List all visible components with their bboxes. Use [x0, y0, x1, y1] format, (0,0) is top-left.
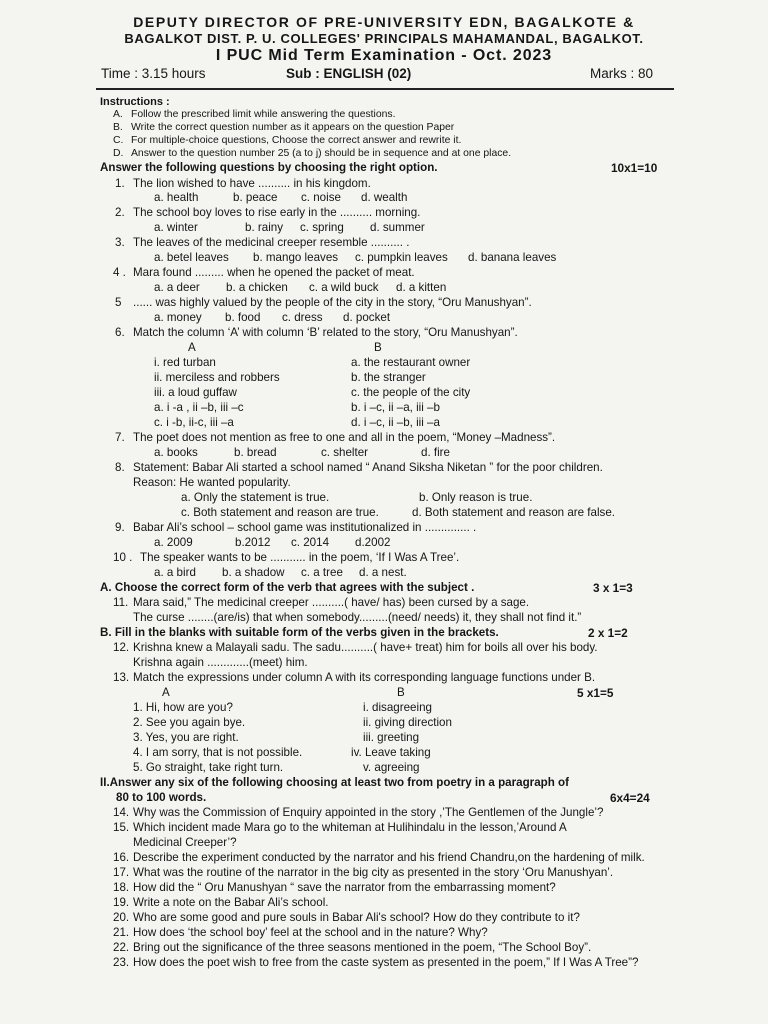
question-text: Statement: Babar Ali started a school named “ Anand Siksha Niketan ” for the poor children. [133, 461, 603, 474]
subject-label: Sub : ENGLISH (02) [286, 66, 412, 81]
option: d. wealth [361, 191, 408, 204]
option: a. 2009 [154, 536, 193, 549]
option: b. mango leaves [253, 251, 339, 264]
option: c. Both statement and reason are true. [181, 506, 379, 519]
question-number: 8. [115, 461, 125, 474]
header-divider [96, 88, 674, 90]
question-text: Match the column ‘A’ with column ‘B’ related to the story, “Oru Manushyan”. [133, 326, 518, 339]
section-marks: 10x1=10 [611, 161, 658, 175]
option: c. dress [282, 311, 323, 324]
match-left: iii. a loud guffaw [154, 386, 237, 399]
question-text: Match the expressions under column A with its corresponding language functions under B. [133, 671, 596, 684]
question-text: The poet does not mention as free to one and all in the poem, “Money –Madness”. [133, 431, 556, 444]
match-left: 3. Yes, you are right. [133, 731, 239, 744]
column-b-label: B [374, 341, 382, 354]
question-text: Medicinal Creeper’? [133, 836, 237, 849]
question-text: ...... was highly valued by the people of the city in the story, “Oru Manushyan”. [133, 296, 532, 309]
match-right: c. the people of the city [351, 386, 471, 399]
option: b. rainy [245, 221, 284, 234]
question-number: 23. [113, 956, 130, 969]
instruction-label: B. [113, 122, 123, 133]
header-line-1: DEPUTY DIRECTOR OF PRE-UNIVERSITY EDN, BAGALKOTE & [133, 14, 635, 30]
instruction-text: Answer to the question number 25 (a to j) should be in sequence and at one place. [131, 148, 512, 159]
question-text: The curse ........(are/is) that when somebody.........(need/ needs) it, they shall not find it.” [133, 611, 582, 624]
option: a. Only the statement is true. [181, 491, 330, 504]
question-text: How does ‘the school boy’ feel at the school and in the nature? Why? [133, 926, 488, 939]
option: a. money [154, 311, 202, 324]
option: c. spring [300, 221, 344, 234]
question-number: 19. [113, 896, 130, 909]
option: d. banana leaves [468, 251, 557, 264]
instruction-text: Write the correct question number as it appears on the question Paper [131, 122, 455, 133]
option: c. noise [301, 191, 341, 204]
question-text: Describe the experiment conducted by the narrator and his friend Chandru,on the hardening of milk. [133, 851, 645, 864]
match-right: i. disagreeing [363, 701, 432, 714]
section-heading: A. Choose the correct form of the verb that agrees with the subject . [100, 581, 475, 594]
question-number: 13. [113, 671, 130, 684]
option: b. peace [233, 191, 278, 204]
column-b-label: B [397, 686, 405, 699]
option: a. winter [154, 221, 198, 234]
question-marks: 5 x1=5 [577, 686, 614, 700]
option: d. a kitten [396, 281, 447, 294]
option: a. a bird [154, 566, 196, 579]
section-heading: B. Fill in the blanks with suitable form of the verbs given in the brackets. [100, 626, 499, 639]
question-text: Krishna knew a Malayali sadu. The sadu..........( have+ treat) him for boils all over his body. [133, 641, 598, 654]
match-left: 4. I am sorry, that is not possible. [133, 746, 303, 759]
question-number: 3. [115, 236, 125, 249]
option: d. summer [370, 221, 425, 234]
option: d. a nest. [359, 566, 407, 579]
option: d. Both statement and reason are false. [412, 506, 616, 519]
option: a. health [154, 191, 199, 204]
question-text: Mara said,” The medicinal creeper ..........( have/ has) been cursed by a sage. [133, 596, 530, 609]
column-a-label: A [188, 341, 196, 354]
question-number: 11. [113, 596, 129, 609]
option: b. a shadow [222, 566, 285, 579]
instruction-text: Follow the prescribed limit while answering the questions. [131, 109, 396, 120]
match-right: v. agreeing [363, 761, 420, 774]
option: c. shelter [321, 446, 369, 459]
question-number: 5 [115, 296, 122, 309]
question-number: 2. [115, 206, 125, 219]
option: b.2012 [235, 536, 271, 549]
question-number: 1. [115, 177, 125, 190]
question-number: 4 . [113, 266, 126, 279]
question-number: 10 . [113, 551, 133, 564]
option: d. pocket [343, 311, 391, 324]
question-text: Krishna again .............(meet) him. [133, 656, 308, 669]
option: a. i -a , ii –b, iii –c [154, 401, 244, 414]
question-text: Babar Ali’s school – school game was institutionalized in .............. . [133, 521, 477, 534]
match-left: ii. merciless and robbers [154, 371, 280, 384]
option: b. i –c, ii –a, iii –b [351, 401, 440, 414]
question-number: 16. [113, 851, 130, 864]
column-a-label: A [162, 686, 170, 699]
question-text: Why was the Commission of Enquiry appointed in the story ,’The Gentlemen of the Jungle’? [133, 806, 604, 819]
question-number: 18. [113, 881, 130, 894]
question-text: What was the routine of the narrator in the big city as presented in the story ‘Oru Manushyan’. [133, 866, 614, 879]
match-right: iv. Leave taking [351, 746, 431, 759]
option: c. a wild buck [309, 281, 379, 294]
option: c. i -b, ii-c, iii –a [154, 416, 234, 429]
section-heading: II.Answer any six of the following choosing at least two from poetry in a paragraph of [100, 776, 569, 789]
section-marks: 3 x 1=3 [593, 581, 633, 595]
match-left: 2. See you again bye. [133, 716, 246, 729]
instruction-label: A. [113, 109, 123, 120]
option: a. a deer [154, 281, 200, 294]
question-number: 12. [113, 641, 130, 654]
option: d. fire [421, 446, 450, 459]
section-heading: Answer the following questions by choosing the right option. [100, 161, 438, 174]
header-line-2: BAGALKOT DIST. P. U. COLLEGES' PRINCIPALS MAHAMANDAL, BAGALKOT. [124, 31, 644, 46]
question-number: 15. [113, 821, 130, 834]
question-number: 17. [113, 866, 130, 879]
section-marks: 6x4=24 [610, 791, 650, 805]
instructions-title: Instructions : [100, 96, 170, 108]
question-number: 14. [113, 806, 130, 819]
reason-text: Reason: He wanted popularity. [133, 476, 291, 489]
question-text: Bring out the significance of the three seasons mentioned in the poem, “The School Boy”. [133, 941, 592, 954]
question-text: The lion wished to have .......... in his kingdom. [133, 177, 371, 190]
option: b. food [225, 311, 261, 324]
exam-title: I PUC Mid Term Examination - Oct. 2023 [215, 47, 553, 64]
question-text: Which incident made Mara go to the whiteman at Hulihindalu in the lesson,’Around A [133, 821, 567, 834]
match-right: ii. giving direction [363, 716, 452, 729]
match-right: a. the restaurant owner [351, 356, 471, 369]
question-number: 21. [113, 926, 130, 939]
match-left: 1. Hi, how are you? [133, 701, 233, 714]
question-text: The leaves of the medicinal creeper resemble .......... . [133, 236, 410, 249]
match-right: iii. greeting [363, 731, 420, 744]
option: b. a chicken [226, 281, 288, 294]
option: c. a tree [301, 566, 343, 579]
question-number: 20. [113, 911, 130, 924]
option: d.2002 [355, 536, 391, 549]
question-number: 9. [115, 521, 125, 534]
question-text: How does the poet wish to free from the caste system as presented in the poem,” If I Was A Tree”? [133, 956, 639, 969]
option: b. Only reason is true. [419, 491, 533, 504]
question-text: Who are some good and pure souls in Babar Ali's school? How do they contribute to it? [133, 911, 580, 924]
marks-label: Marks : 80 [590, 66, 654, 81]
option: a. betel leaves [154, 251, 229, 264]
instruction-text: For multiple-choice questions, Choose the correct answer and rewrite it. [131, 135, 462, 146]
question-text: Write a note on the Babar Ali’s school. [133, 896, 329, 909]
time-label: Time : 3.15 hours [101, 66, 206, 81]
option: a. books [154, 446, 198, 459]
match-left: i. red turban [154, 356, 216, 369]
match-left: 5. Go straight, take right turn. [133, 761, 284, 774]
question-text: How did the “ Oru Manushyan “ save the narrator from the embarrassing moment? [133, 881, 556, 894]
section-heading: 80 to 100 words. [116, 791, 207, 804]
section-marks: 2 x 1=2 [588, 626, 628, 640]
question-number: 22. [113, 941, 130, 954]
question-number: 6. [115, 326, 125, 339]
option: d. i –c, ii –b, iii –a [351, 416, 440, 429]
question-text: The speaker wants to be ........... in the poem, ‘If I Was A Tree’. [140, 551, 460, 564]
question-text: The school boy loves to rise early in the .......... morning. [133, 206, 421, 219]
instruction-label: C. [113, 135, 124, 146]
question-text: Mara found ......... when he opened the packet of meat. [133, 266, 415, 279]
question-number: 7. [115, 431, 125, 444]
instruction-label: D. [113, 148, 124, 159]
option: c. 2014 [291, 536, 330, 549]
option: b. bread [234, 446, 277, 459]
match-right: b. the stranger [351, 371, 426, 384]
option: c. pumpkin leaves [355, 251, 448, 264]
